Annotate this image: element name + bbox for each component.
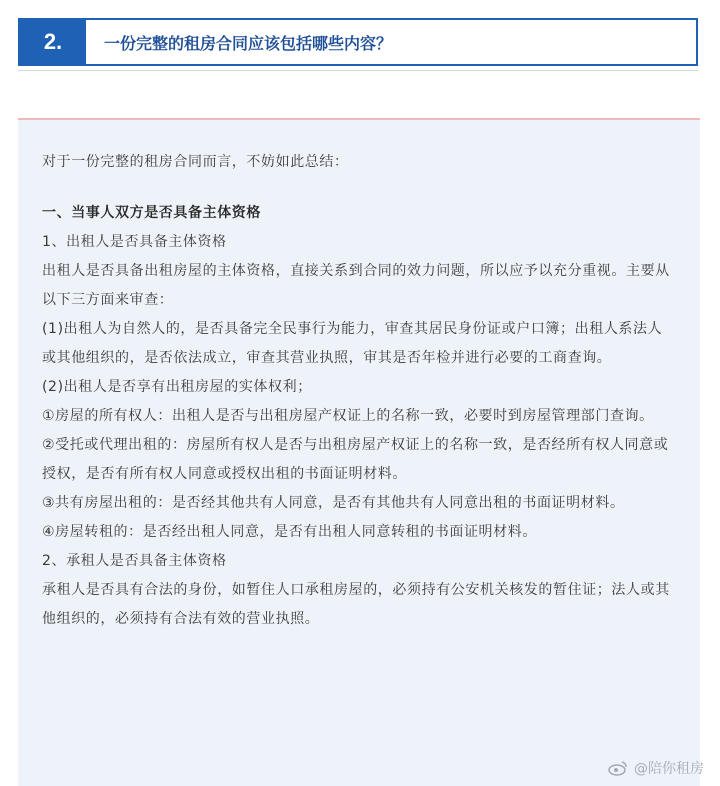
sub-heading-2: 2、承租人是否具备主体资格 — [42, 553, 227, 569]
paragraph-1: 出租人是否具备出租房屋的主体资格，直接关系到合同的效力问题，所以应予以充分重视。主要从以下三方面来审查： — [42, 263, 670, 308]
section-heading-1: 一、当事人双方是否具备主体资格 — [42, 205, 261, 221]
paragraph-3: (2)出租人是否享有出租房屋的实体权利； — [42, 379, 312, 395]
section-number: 2. — [20, 20, 86, 64]
paragraph-5: ②受托或代理出租的：房屋所有权人是否与出租房屋产权证上的名称一致，是否经所有权人同意或授权，是否有所有权人同意或授权出租的书面证明材料。 — [42, 437, 669, 482]
content-box — [18, 118, 700, 786]
section-title: 一份完整的租房合同应该包括哪些内容？ — [92, 20, 696, 64]
sub-heading-1: 1、出租人是否具备主体资格 — [42, 234, 227, 250]
paragraph-8: 承租人是否具有合法的身份，如暂住人口承租房屋的，必须持有公安机关核发的暂住证；法人或其他组织的，必须持有合法有效的营业执照。 — [42, 582, 670, 627]
header-divider — [18, 70, 698, 71]
paragraph-7: ④房屋转租的：是否经出租人同意，是否有出租人同意转租的书面证明材料。 — [42, 524, 537, 540]
paragraph-2: (1)出租人为自然人的，是否具备完全民事行为能力，审查其居民身份证或户口簿；出租人系法人或其他组织的，是否依法成立，审查其营业执照，审其是否年检并进行必要的工商查询。 — [42, 321, 663, 366]
section-header — [18, 18, 698, 66]
intro-paragraph: 对于一份完整的租房合同而言，不妨如此总结： — [42, 154, 349, 170]
weibo-icon — [608, 760, 628, 776]
paragraph-6: ③共有房屋出租的：是否经其他共有人同意，是否有其他共有人同意出租的书面证明材料。 — [42, 495, 625, 511]
watermark — [608, 758, 704, 778]
paragraph-4: ①房屋的所有权人：出租人是否与出租房屋产权证上的名称一致，必要时到房屋管理部门查询。 — [42, 408, 654, 424]
watermark-text: @陪你租房 — [634, 761, 704, 777]
